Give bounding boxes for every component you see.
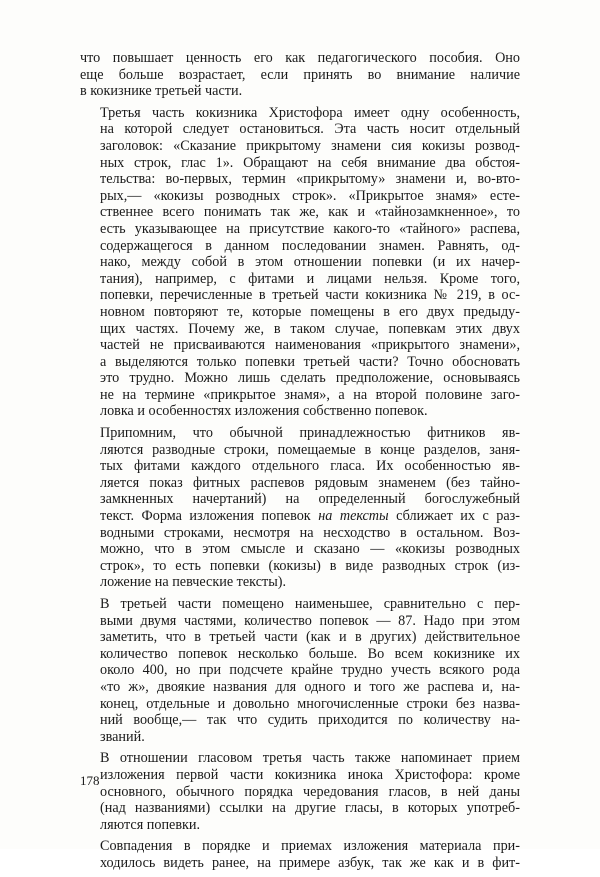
text-segment: строками, несмотря на несходство в остальном. Воз- bbox=[163, 524, 520, 541]
text-line: строк», то есть попевки (кокизы) в виде разводных строк (из- bbox=[100, 557, 520, 574]
text-line: ляется показ фитных распевов рядовым знаменем (без тайно- bbox=[100, 474, 520, 491]
text-line: ловка и особенностях изложения собственно попевок. bbox=[100, 403, 428, 420]
text-line: ляются разводные строки, помещаемые в конце разделов, заня- bbox=[100, 441, 520, 458]
paragraph bbox=[80, 596, 520, 745]
text-line: попевки, перечисленные в третьей части кокизника № 219, в ос- bbox=[100, 287, 520, 304]
text-line bbox=[80, 508, 520, 525]
text-line: в кокизнике третьей части. bbox=[80, 83, 243, 100]
text-line: не на термине «прикрытое знамя», а на второй половине заго- bbox=[100, 386, 520, 403]
text-line: ственнее всего понимать так же, как и «тайнозамкненное», то bbox=[100, 204, 520, 221]
text-line: можно, что в этом смысле и сказано — «кокизы розводных bbox=[100, 541, 520, 558]
text-line: Третья часть кокизника Христофора имеет одну особенность, bbox=[100, 104, 520, 121]
text-line: а выделяются только попевки третьей части? Точно обосновать bbox=[100, 353, 520, 370]
italic-phrase: на тексты bbox=[318, 508, 389, 525]
text-line: (над названиями) ссылки на другие гласы, в которых употреб- bbox=[100, 800, 520, 817]
text-line: еще больше возрастает, если принять во внимание наличие bbox=[80, 66, 520, 83]
paragraph bbox=[80, 50, 520, 100]
text-line: ных строк, глас 1». Обращают на себя внимание два обстоя- bbox=[100, 154, 520, 171]
text-segment: текст. Форма изложения попевок bbox=[100, 508, 319, 525]
text-line: тания), например, с фитами и лицами нельзя. Кроме того, bbox=[100, 270, 520, 287]
page-number: 178 bbox=[80, 773, 100, 788]
paragraph bbox=[80, 425, 520, 591]
text-line: Совпадения в порядке и приемах изложения материала при- bbox=[100, 838, 520, 855]
text-line: частей не присваиваются наименования «прикрытого знамени», bbox=[100, 337, 520, 354]
text-segment: водными bbox=[100, 524, 164, 541]
text-line: есть указывающее на присутствие какого-то «тайного» распева, bbox=[100, 220, 520, 237]
text-line: замкненных начертаний) на определенный богослужебный bbox=[100, 491, 520, 508]
text-segment: сближает их с раз- bbox=[388, 508, 520, 525]
text-line: новном повторяют те, которые помещены в его двух предыду- bbox=[100, 303, 520, 320]
text-line: выми двумя частями, количество попевок — 87. Надо при этом bbox=[100, 612, 520, 629]
text-line: конец, отдельные и довольно многочисленные строки без назва- bbox=[100, 695, 520, 712]
text-line: Припомним, что обычной принадлежностью фитников яв- bbox=[100, 425, 520, 442]
text-line: около 400, но при подсчете крайне трудно учесть всякого рода bbox=[100, 662, 520, 679]
text-line: званий. bbox=[100, 728, 145, 745]
text-line: В третьей части помещено наименьшее, сравнительно с пер- bbox=[100, 596, 520, 612]
paragraph bbox=[80, 105, 520, 420]
text-line: ходилось видеть ранее, на примере азбук, так же как и в фит- bbox=[100, 854, 520, 871]
paragraph bbox=[80, 750, 520, 833]
text-line: «то ж», двоякие названия для одного и того же распева и, на- bbox=[100, 678, 520, 695]
text-line: содержащегося в данном последовании знамен. Равнять, од- bbox=[100, 237, 520, 254]
text-line: ложение на певческие тексты). bbox=[100, 574, 286, 591]
text-line: количество попевок несколько больше. Во всем кокизнике их bbox=[100, 645, 520, 662]
text-line: что повышает ценность его как педагогического пособия. Оно bbox=[80, 50, 520, 66]
text-line: ний вообще,— так что судить приходится по количеству на- bbox=[100, 712, 520, 729]
text-line: щих частях. Почему же, в таком случае, попевкам этих двух bbox=[100, 320, 520, 337]
text-line: В отношении гласовом третья часть также напоминает прием bbox=[100, 750, 520, 767]
text-line: нако, между собой в этом отношении попевки (и их начер- bbox=[100, 254, 520, 271]
body-text bbox=[80, 50, 520, 877]
text-line: основного, обычного порядка чередования гласов, в ней даны bbox=[100, 783, 520, 800]
text-line: заголовок: «Сказание прикрытому знамени сия кокизы розвод- bbox=[100, 137, 520, 154]
text-line: изложения первой части кокизника инока Христофора: кроме bbox=[100, 766, 520, 783]
text-line: заметить, что в третьей части (как и в других) действительное bbox=[100, 629, 520, 646]
text-line: ляются попевки. bbox=[100, 816, 201, 833]
text-line bbox=[80, 525, 520, 542]
text-line: тых фитами каждого отдельного гласа. Их особенностью яв- bbox=[100, 458, 520, 475]
paragraph bbox=[80, 838, 520, 871]
text-line: тельства: во-первых, термин «прикрытому» знамени и, во-вто- bbox=[100, 171, 520, 188]
text-line: это трудно. Можно лишь сделать предположение, основываясь bbox=[100, 370, 520, 387]
text-line: рых,— «кокизы розводных строк». «Прикрытое знамя» есте- bbox=[100, 187, 520, 204]
text-line: на которой следует остановиться. Эта часть носит отдельный bbox=[100, 121, 520, 138]
